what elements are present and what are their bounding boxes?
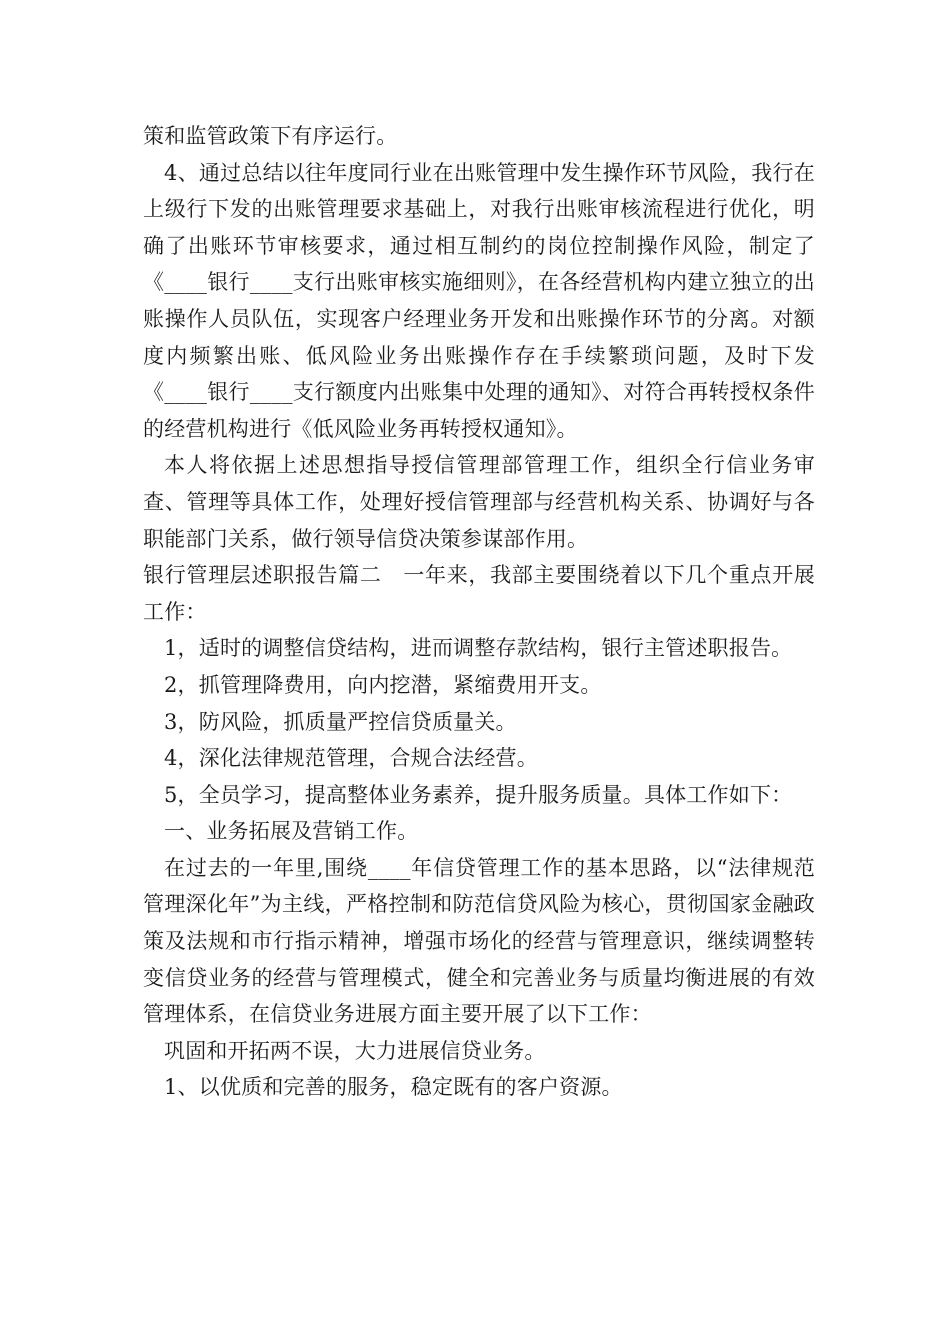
subheading: 一、业务拓展及营销工作。 xyxy=(164,819,419,844)
document-body xyxy=(143,118,815,1106)
list-item: 3，防风险，抓质量严控信贷质量关。 xyxy=(164,709,517,734)
list-item: 5，全员学习，提高整体业务素养，提升服务质量。具体工作如下： xyxy=(164,782,793,807)
list-item: 4，深化法律规范管理，合规合法经营。 xyxy=(164,746,538,771)
paragraph: 在过去的一年里,围绕____年信贷管理工作的基本思路，以“法律规范管理深化年”为主线，严格控制和防范信贷风险为核心，贯彻国家金融政策及法规和市行指示精神，增强市场化的经营与管理意识，继续调整转变信贷业务的经营与管理模式，健全和完善业务与质量均衡进展的有效管理体系，在信贷业务进展方面主要开展了以下工作： xyxy=(143,855,815,1027)
list-item: 2，抓管理降费用，向内挖潜，紧缩费用开支。 xyxy=(164,672,602,697)
paragraph: 策和监管政策下有序运行。 xyxy=(143,124,398,148)
paragraph: 巩固和开拓两不误，大力进展信贷业务。 xyxy=(164,1038,546,1063)
list-item: 1、以优质和完善的服务，稳定既有的客户资源。 xyxy=(164,1075,623,1100)
list-item: 1，适时的调整信贷结构，进而调整存款结构，银行主管述职报告。 xyxy=(164,636,793,661)
paragraph: 本人将依据上述思想指导授信管理部管理工作，组织全行信业务审查、管理等具体工作，处理好授信管理部与经营机构关系、协调好与各职能部门关系，做行领导信贷决策参谋部作用。 xyxy=(143,453,815,551)
section-heading-paragraph: 银行管理层述职报告篇二 一年来，我部主要围绕着以下几个重点开展工作： xyxy=(143,563,815,624)
paragraph: 4、通过总结以往年度同行业在出账管理中发生操作环节风险，我行在上级行下发的出账管理要求基础上，对我行出账审核流程进行优化，明确了出账环节审核要求，通过相互制约的岗位控制操作风险，制定了《____银行____支行出账审核实施细则》，在各经营机构内建立独立的出账操作人员队伍，实现客户经理业务开发和出账操作环节的分离。对额度内频繁出账、低风险业务出账操作存在手续繁琐问题，及时下发《____银行____支行额度内出账集中处理的通知》、对符合再转授权条件的经营机构进行《低风险业务再转授权通知》。 xyxy=(143,160,815,441)
